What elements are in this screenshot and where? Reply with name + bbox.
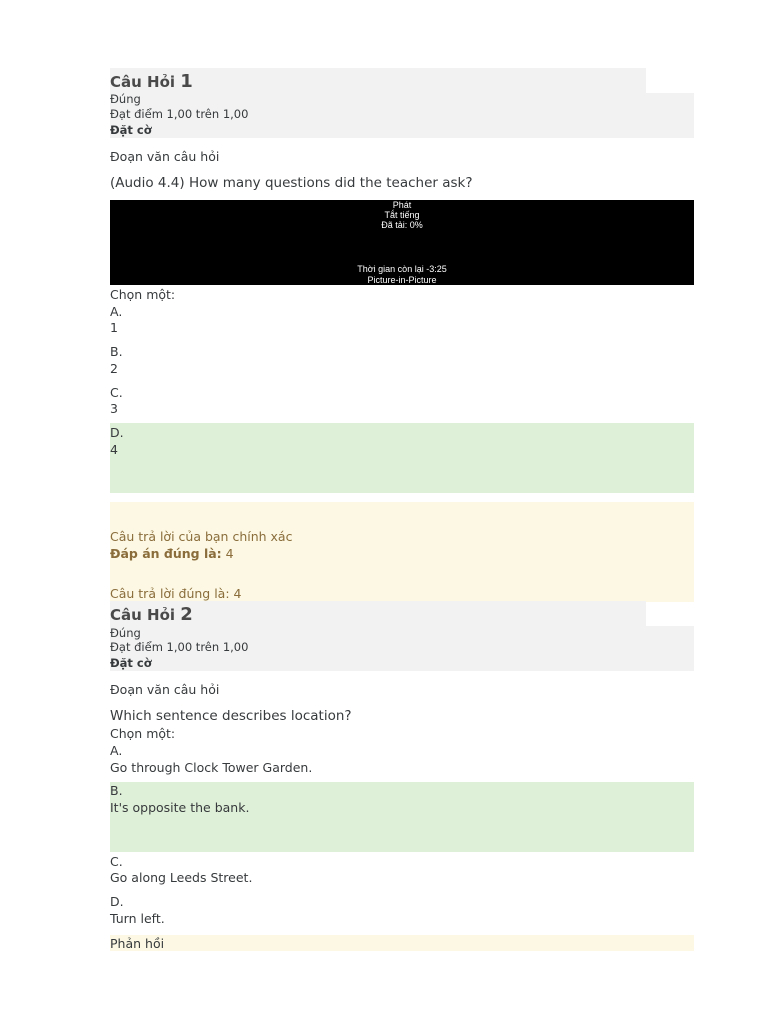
right-answer-label: Đáp án đúng là: <box>110 546 222 561</box>
option-letter[interactable]: C. <box>110 854 123 869</box>
option-letter[interactable]: B. <box>110 344 123 359</box>
option-text[interactable]: Go through Clock Tower Garden. <box>110 760 313 775</box>
question-2-prompt: Chọn một: <box>110 726 176 741</box>
play-button[interactable]: Phát <box>392 200 412 210</box>
question-2-feedback-box <box>110 935 694 951</box>
question-1-passage-label: Đoạn văn câu hỏi <box>110 149 220 164</box>
question-2-flag-link[interactable]: Đặt cờ <box>110 656 152 670</box>
question-1-text: (Audio 4.4) How many questions did the teacher ask? <box>110 175 473 191</box>
question-2-passage-label: Đoạn văn câu hỏi <box>110 682 220 697</box>
right-answer-value: 4 <box>221 546 234 561</box>
question-1-grade: Đạt điểm 1,00 trên 1,00 <box>110 107 249 121</box>
question-2-grade: Đạt điểm 1,00 trên 1,00 <box>110 640 249 654</box>
question-title-prefix: Câu Hỏi <box>110 606 176 624</box>
feedback-message: Câu trả lời của bạn chính xác <box>110 529 293 544</box>
question-2-state: Đúng <box>110 626 141 640</box>
option-letter[interactable]: A. <box>110 304 123 319</box>
loaded-status: Đã tải: 0% <box>381 220 423 230</box>
option-letter[interactable]: D. <box>110 425 124 440</box>
question-2-title <box>110 604 193 625</box>
option-text[interactable]: 3 <box>110 401 118 416</box>
question-1-state: Đúng <box>110 92 141 106</box>
option-text[interactable]: Go along Leeds Street. <box>110 870 253 885</box>
question-1-flag-link[interactable]: Đặt cờ <box>110 123 152 137</box>
option-letter[interactable]: A. <box>110 743 123 758</box>
question-1-prompt: Chọn một: <box>110 287 176 302</box>
option-text[interactable]: 1 <box>110 320 118 335</box>
correct-answer-line: Câu trả lời đúng là: 4 <box>110 586 242 601</box>
question-number: 2 <box>180 604 193 625</box>
option-letter[interactable]: B. <box>110 783 123 798</box>
picture-in-picture-button[interactable]: Picture-in-Picture <box>367 275 437 285</box>
option-letter[interactable]: D. <box>110 894 124 909</box>
question-title-prefix: Câu Hỏi <box>110 73 176 91</box>
option-text[interactable]: 2 <box>110 361 118 376</box>
time-remaining: Thời gian còn lại -3:25 <box>357 264 447 274</box>
option-letter[interactable]: C. <box>110 385 123 400</box>
correct-option-highlight <box>110 423 694 493</box>
correct-option-highlight <box>110 782 694 852</box>
right-answer-line <box>110 545 234 562</box>
option-text[interactable]: It's opposite the bank. <box>110 800 250 815</box>
option-text[interactable]: Turn left. <box>110 911 165 926</box>
question-2-text: Which sentence describes location? <box>110 708 352 724</box>
audio-player[interactable] <box>110 200 694 285</box>
option-text[interactable]: 4 <box>110 442 118 457</box>
question-1-title <box>110 71 193 92</box>
question-number: 1 <box>180 71 193 92</box>
question-2-feedback-label: Phản hồi <box>110 936 165 951</box>
mute-button[interactable]: Tắt tiếng <box>384 210 420 220</box>
